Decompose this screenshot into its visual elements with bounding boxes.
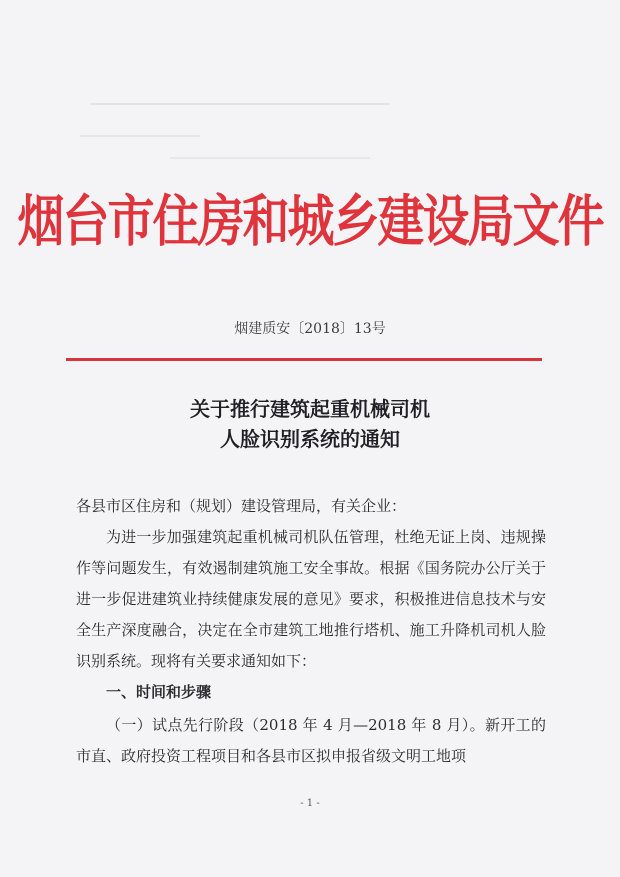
document-number: 烟建质安〔2018〕13号 — [234, 321, 386, 337]
notice-title — [0, 394, 620, 454]
page-number: - 1 - — [300, 798, 320, 809]
body-paragraph-1: 为进一步加强建筑起重机械司机队伍管理，杜绝无证上岗、违规操作等问题发生，有效遏制建筑施工安全事故。根据《国务院办公厅关于进一步促进建筑业持续健康发展的意见》要求，积极推进信息技术与安全生产深度融合，决定在全市建筑工地推行塔机、施工升降机司机人脸识别系统。现将有关要求通知如下： — [76, 528, 546, 670]
salutation: 各县市区住房和（规划）建设管理局，有关企业： — [76, 497, 407, 515]
body-paragraph-2: （一）试点先行阶段（2018 年 4 月—2018 年 8 月）。新开工的市直、政府投资工程项目和各县市区拟申报省级文明工地项 — [76, 716, 546, 765]
notice-title-line1: 关于推行建筑起重机械司机 — [190, 397, 430, 421]
agency-red-header: 烟台市住房和城乡建设局文件 — [17, 189, 603, 255]
red-separator-rule — [66, 358, 542, 361]
notice-title-line2: 人脸识别系统的通知 — [220, 427, 400, 451]
section-heading-1: 一、时间和步骤 — [106, 683, 212, 701]
